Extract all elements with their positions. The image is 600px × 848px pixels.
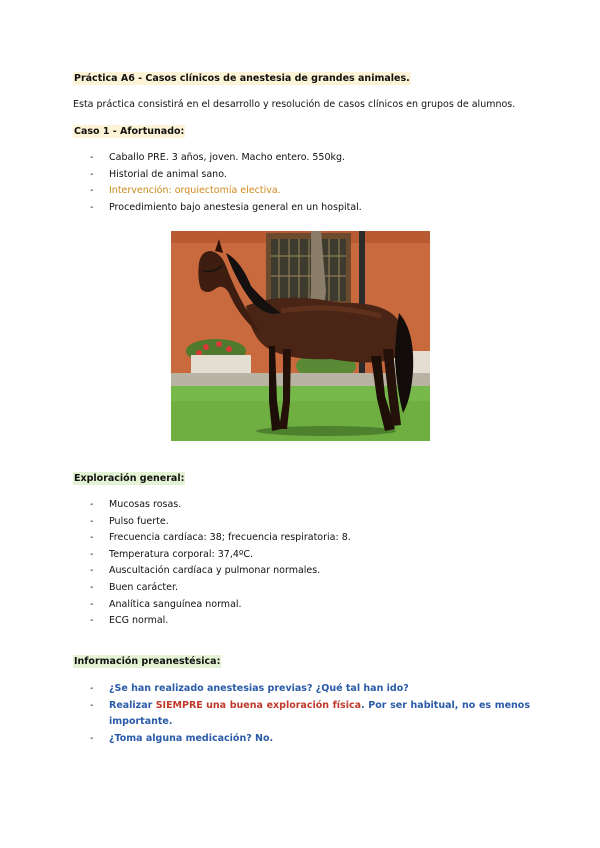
exam-heading xyxy=(73,473,185,484)
list-item: - Frecuencia cardíaca: 38; frecuencia respiratoria: 8. xyxy=(90,530,530,547)
list-item: - Procedimiento bajo anestesia general en un hospital. xyxy=(90,200,530,217)
horse-photo xyxy=(171,231,430,441)
preanesthetic-list xyxy=(90,681,530,747)
list-item: - ¿Se han realizado anestesias previas? ¿Qué tal han ido? xyxy=(90,681,530,698)
list-item: - ECG normal. xyxy=(90,613,530,630)
list-item xyxy=(90,183,530,200)
list-item: - Temperatura corporal: 37,4ºC. xyxy=(90,547,530,564)
list-item: - Analítica sanguínea normal. xyxy=(90,597,530,614)
emphasis-exploracion: una buena exploración física xyxy=(206,699,362,711)
list-item: - Historial de animal sano. xyxy=(90,167,530,184)
intervention-value: orquiectomía electiva. xyxy=(174,185,281,197)
list-item: - Buen carácter. xyxy=(90,580,530,597)
exam-heading-text: Exploración general: xyxy=(74,473,185,484)
emphasis-siempre: SIEMPRE xyxy=(155,699,203,711)
list-item: - Auscultación cardíaca y pulmonar normales. xyxy=(90,563,530,580)
list-item: - Mucosas rosas. xyxy=(90,497,530,514)
preanesthetic-heading xyxy=(73,656,221,667)
exam-list xyxy=(90,497,530,630)
intervention-label: Intervención: xyxy=(109,185,172,197)
list-item: - ¿Toma alguna medicación? No. xyxy=(90,731,530,748)
case-heading xyxy=(73,126,185,137)
list-item: - Pulso fuerte. xyxy=(90,514,530,531)
list-item: - Caballo PRE. 3 años, joven. Macho entero. 550kg. xyxy=(90,150,530,167)
case-heading-text: Caso 1 - Afortunado: xyxy=(74,126,185,137)
preanesthetic-heading-text: Información preanestésica: xyxy=(74,656,221,667)
list-item: - Realizar SIEMPRE una buena exploración física. Por ser habitual, no es menos importante. xyxy=(90,698,530,731)
title-text: Práctica A6 - Casos clínicos de anestesia de grandes animales. xyxy=(74,73,410,84)
page-title xyxy=(73,73,411,84)
case-details-list xyxy=(90,150,530,216)
intro-paragraph: Esta práctica consistirá en el desarrollo y resolución de casos clínicos en grupos de alumnos. xyxy=(73,99,516,110)
